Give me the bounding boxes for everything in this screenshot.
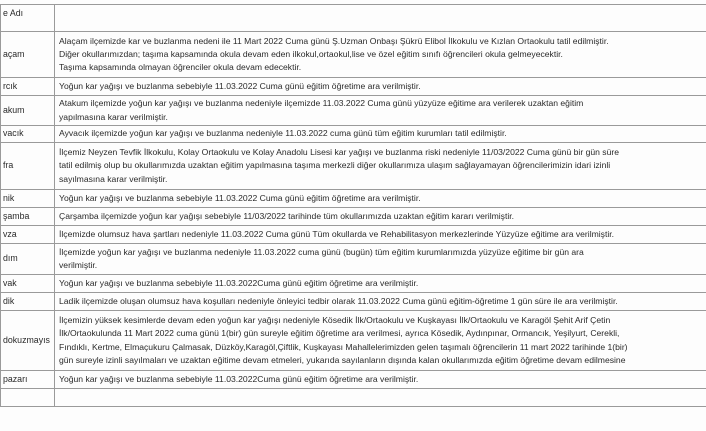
announcement-cell [55, 96, 706, 126]
table-row [1, 293, 706, 311]
announcement-line: yapılmasına karar verilmiştir. [59, 111, 168, 122]
district-name-cell: dik [1, 293, 55, 311]
announcement-cell [55, 78, 706, 96]
header-row [1, 5, 706, 32]
announcement-line: Fındıklı, Kertme, Elmaçukuru Çalmasak, Düzköy,Karagöl,Çiftlik, Kuşkayası Mahallelerimizden gelen taşımalı öğrencilerin 11 mart 2022 tarihinde 1(bir) [59, 341, 628, 352]
column-header-text [55, 5, 706, 32]
table-row [1, 226, 706, 244]
empty-text-cell [55, 389, 706, 407]
announcement-cell [55, 32, 706, 78]
announcement-cell [55, 126, 706, 143]
announcement-line: Yoğun kar yağışı ve buzlanma sebebiyle 11.03.2022Cuma günü eğitim öğretime ara verilmiştir. [59, 373, 419, 384]
announcement-line: sayılmasına karar verilmiştir. [59, 173, 168, 184]
announcement-line: Atakum ilçemizde yoğun kar yağışı ve buzlanma nedeniyle ilçemizde 11.03.2022 Cuma günü yüzyüze eğitime ara verilerek uzaktan eğitim [59, 98, 584, 109]
announcement-line: gün sureyle izinli sayılmaları ve uzaktan eğitime devam etmeleri, yukarıda sayılanların dışında kalan okullarımızda eğitim öğretime devam edilmesine [59, 354, 626, 365]
table-row [1, 96, 706, 126]
district-name-cell: akum [1, 96, 55, 126]
table-body [1, 5, 706, 407]
announcement-cell [55, 208, 706, 226]
announcement-cell [55, 244, 706, 275]
district-name-cell: dım [1, 244, 55, 275]
announcement-line: İlçemizde yoğun kar yağışı ve buzlanma nedeniyle 11.03.2022 cuma günü (bugün) tüm eğitim kurumlarımızda yüzyüze eğitime bir gün ara [59, 246, 584, 257]
announcement-line: İlçemiz Neyzen Tevfik İlkokulu, Kolay Ortaokulu ve Kolay Anadolu Lisesi kar yağışı ve buzlanma riski nedeniyle 11/03/2022 Cuma günü bir gün süre [59, 147, 620, 158]
table-row [1, 32, 706, 78]
announcement-line: Taşıma kapsamında olmayan öğrenciler okula devam edecektir. [59, 62, 302, 73]
district-name-cell: fra [1, 143, 55, 190]
table-row [1, 126, 706, 143]
empty-name-cell [1, 389, 55, 407]
closures-table [0, 4, 706, 407]
announcement-cell [55, 275, 706, 293]
announcement-line: Diğer okullarımızdan; taşıma kapsamında okula devam eden ilkokul,ortaokul,lise ve özel eğitim sınıfı öğrencileri okula gelmeyecektir. [59, 48, 563, 59]
district-name-cell: vza [1, 226, 55, 244]
district-name-cell: vak [1, 275, 55, 293]
announcement-line: Çarşamba ilçemizde yoğun kar yağışı sebebiyle 11/03/2022 tarihinde tüm okullarımızda uzaktan eğitim kararı verilmiştir. [59, 210, 515, 221]
announcement-line: verilmiştir. [59, 260, 98, 270]
district-name-cell: pazarı [1, 371, 55, 389]
announcement-cell [55, 311, 706, 371]
announcement-line: Yoğun kar yağışı ve buzlanma sebebiyle 11.03.2022 Cuma günü eğitim öğretime ara verilmiştir. [59, 192, 421, 203]
announcement-line: Yoğun kar yağışı ve buzlanma sebebiyle 11.03.2022 Cuma günü eğitim öğretime ara verilmiştir. [59, 80, 421, 91]
announcement-line: İlk/Ortaokulunda 11 Mart 2022 cuma günü 1(bir) gün sureyle eğitim öğretime ara verilmesi, ayrıca Kösedik, Aydınpınar, Ormancık, Yeşilyurt, Cerekli, [59, 328, 620, 339]
table-row [1, 311, 706, 371]
announcement-line: Ayvacık ilçemizde yoğun kar yağışı ve buzlanma nedeniyle 11.03.2022 cuma günü tüm eğitim kurumları tatil edilmiştir. [59, 128, 507, 139]
announcement-line: Yoğun kar yağışı ve buzlanma sebebiyle 11.03.2022Cuma günü eğitim öğretime ara verilmiştir. [59, 277, 419, 288]
column-header-name: e Adı [1, 5, 55, 32]
announcement-line: Ladik ilçemizde oluşan olumsuz hava koşulları nedeniyle önleyici tedbir olarak 11.03.2022 Cuma günü eğitim-öğretime 1 gün süre ile ara verilmiştir. [59, 295, 618, 306]
announcement-cell [55, 190, 706, 208]
table-row [1, 78, 706, 96]
announcement-line: tatil edilmiş olup bu okullarımızda uzaktan eğitim yapılmasına taşıma merkezli diğer okullarımıza ulaşım sağlayamayan öğrencilerimizin idari izinli [59, 160, 611, 171]
district-name-cell: açam [1, 32, 55, 78]
table-row [1, 275, 706, 293]
announcement-cell [55, 371, 706, 389]
table-row [1, 208, 706, 226]
announcement-line: İlçemizde olumsuz hava şartları nedeniyle 11.03.2022 Cuma günü Tüm okullarda ve Rehabilitasyon merkezlerinde Yüzyüze eğitime ara verilmiştir. [59, 228, 615, 239]
district-name-cell: şamba [1, 208, 55, 226]
announcement-cell [55, 293, 706, 311]
table-row [1, 143, 706, 190]
table-row [1, 244, 706, 275]
table-row [1, 190, 706, 208]
district-name-cell: nik [1, 190, 55, 208]
district-name-cell: dokuzmayıs [1, 311, 55, 371]
announcement-cell [55, 143, 706, 190]
table-row-empty [1, 389, 706, 407]
announcement-line: İlçemizin yüksek kesimlerde devam eden yoğun kar yağışı nedeniyle Kösedik İlk/Ortaokulu ve Kuşkayası İlk/Ortaokulu ve Karagöl Şehit Arif Çetin [59, 315, 611, 326]
announcement-line: Alaçam ilçemizde kar ve buzlanma nedeni ile 11 Mart 2022 Cuma günü Ş.Uzman Onbaşı Şükrü Elibol İlkokulu ve Kızlan Ortaokulu tatil edilmiştir. [59, 35, 609, 46]
district-name-cell: rcık [1, 78, 55, 96]
table-row [1, 371, 706, 389]
district-name-cell: vacık [1, 126, 55, 143]
announcement-cell [55, 226, 706, 244]
